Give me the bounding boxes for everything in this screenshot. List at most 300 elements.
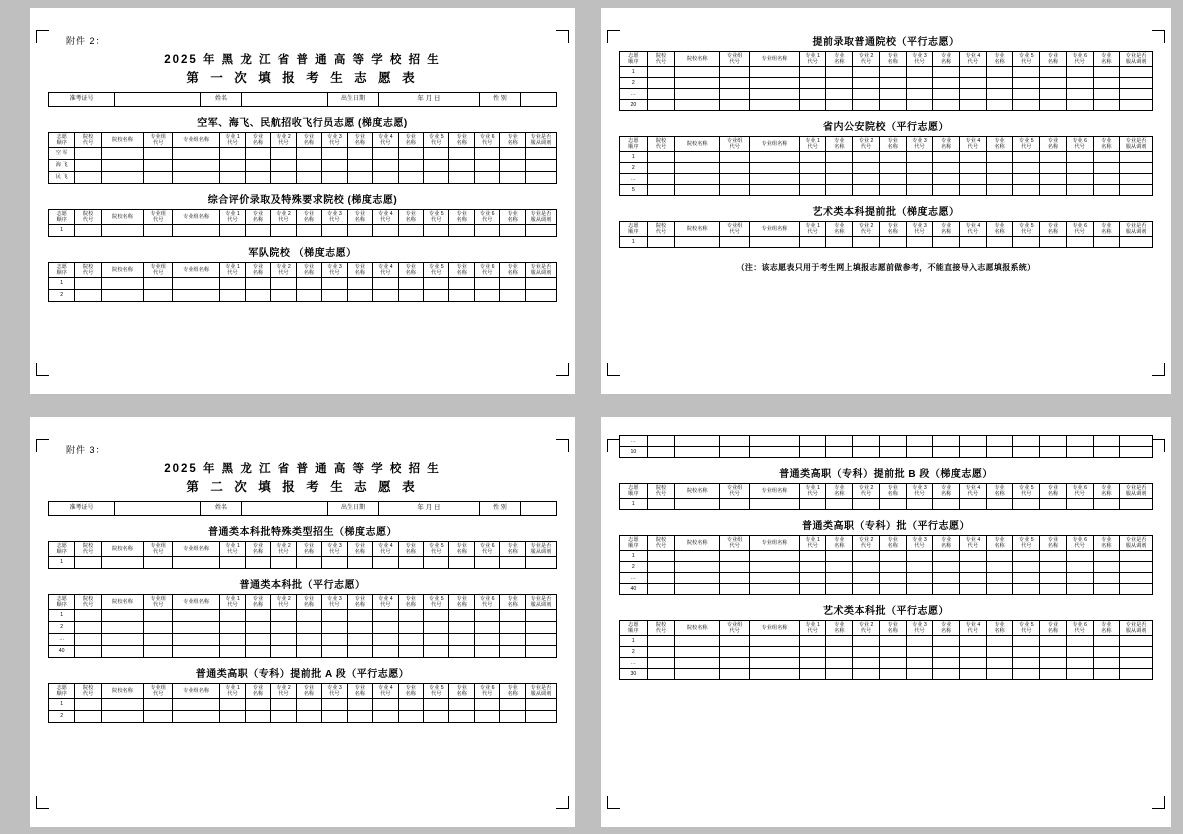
row-input-cell[interactable] [675,174,720,185]
row-input-cell[interactable] [322,160,347,172]
row-input-cell[interactable] [879,647,906,658]
row-input-cell[interactable] [720,562,750,573]
row-input-cell[interactable] [933,584,960,595]
row-input-cell[interactable] [853,436,880,447]
row-input-cell[interactable] [245,610,270,622]
row-input-cell[interactable] [675,499,720,510]
row-input-cell[interactable] [1066,89,1093,100]
row-input-cell[interactable] [500,634,525,646]
row-input-cell[interactable] [986,562,1013,573]
row-input-cell[interactable] [960,163,987,174]
row-input-cell[interactable] [647,499,675,510]
row-input-cell[interactable] [322,278,347,290]
row-input-cell[interactable] [75,290,101,302]
row-input-cell[interactable] [720,499,750,510]
row-input-cell[interactable] [750,436,800,447]
row-input-cell[interactable] [144,557,173,569]
row-input-cell[interactable] [449,610,474,622]
row-input-cell[interactable] [750,636,800,647]
row-input-cell[interactable] [101,711,144,723]
row-input-cell[interactable] [750,447,800,458]
row-input-cell[interactable] [879,67,906,78]
row-input-cell[interactable] [675,647,720,658]
row-input-cell[interactable] [799,237,826,248]
row-input-cell[interactable] [525,290,556,302]
row-input-cell[interactable] [449,172,474,184]
row-input-cell[interactable] [879,436,906,447]
row-input-cell[interactable] [347,646,372,658]
row-input-cell[interactable] [675,562,720,573]
row-input-cell[interactable] [398,622,423,634]
row-input-cell[interactable] [1066,499,1093,510]
row-input-cell[interactable] [398,225,423,237]
row-input-cell[interactable] [474,172,499,184]
row-input-cell[interactable] [960,447,987,458]
row-input-cell[interactable] [500,172,525,184]
row-input-cell[interactable] [1120,658,1153,669]
row-input-cell[interactable] [720,669,750,680]
row-input-cell[interactable] [799,447,826,458]
row-input-cell[interactable] [647,237,675,248]
birth-value[interactable]: 年 月 日 [378,502,479,516]
row-input-cell[interactable] [424,622,449,634]
row-input-cell[interactable] [271,557,296,569]
row-input-cell[interactable] [675,185,720,196]
row-input-cell[interactable] [322,148,347,160]
row-input-cell[interactable] [322,172,347,184]
row-input-cell[interactable] [424,711,449,723]
row-input-cell[interactable] [960,584,987,595]
row-input-cell[interactable] [347,634,372,646]
exam-no-value[interactable] [115,93,201,107]
row-input-cell[interactable] [525,699,556,711]
row-input-cell[interactable] [1093,658,1120,669]
row-input-cell[interactable] [986,551,1013,562]
row-input-cell[interactable] [245,278,270,290]
row-input-cell[interactable] [675,658,720,669]
row-input-cell[interactable] [1093,551,1120,562]
row-input-cell[interactable] [853,78,880,89]
row-input-cell[interactable] [1013,647,1040,658]
row-input-cell[interactable] [144,646,173,658]
row-input-cell[interactable] [347,160,372,172]
row-input-cell[interactable] [1066,67,1093,78]
row-input-cell[interactable] [960,67,987,78]
row-input-cell[interactable] [933,174,960,185]
row-input-cell[interactable] [101,225,144,237]
row-input-cell[interactable] [220,278,245,290]
row-input-cell[interactable] [347,225,372,237]
row-input-cell[interactable] [500,278,525,290]
row-input-cell[interactable] [853,67,880,78]
row-input-cell[interactable] [675,669,720,680]
row-input-cell[interactable] [245,622,270,634]
row-input-cell[interactable] [296,634,321,646]
row-input-cell[interactable] [675,163,720,174]
row-input-cell[interactable] [347,557,372,569]
row-input-cell[interactable] [647,78,675,89]
row-input-cell[interactable] [296,711,321,723]
row-input-cell[interactable] [960,551,987,562]
row-input-cell[interactable] [75,610,101,622]
row-input-cell[interactable] [144,610,173,622]
row-input-cell[interactable] [853,237,880,248]
row-input-cell[interactable] [1013,436,1040,447]
row-input-cell[interactable] [424,646,449,658]
row-input-cell[interactable] [675,436,720,447]
row-input-cell[interactable] [398,290,423,302]
row-input-cell[interactable] [750,67,800,78]
row-input-cell[interactable] [500,557,525,569]
row-input-cell[interactable] [347,290,372,302]
row-input-cell[interactable] [799,669,826,680]
row-input-cell[interactable] [474,622,499,634]
row-input-cell[interactable] [853,636,880,647]
row-input-cell[interactable] [986,237,1013,248]
row-input-cell[interactable] [675,237,720,248]
row-input-cell[interactable] [500,160,525,172]
row-input-cell[interactable] [720,647,750,658]
row-input-cell[interactable] [220,711,245,723]
row-input-cell[interactable] [424,557,449,569]
row-input-cell[interactable] [647,100,675,111]
row-input-cell[interactable] [75,634,101,646]
row-input-cell[interactable] [449,699,474,711]
row-input-cell[interactable] [960,174,987,185]
row-input-cell[interactable] [750,584,800,595]
row-input-cell[interactable] [906,89,933,100]
row-input-cell[interactable] [826,499,853,510]
row-input-cell[interactable] [826,67,853,78]
row-input-cell[interactable] [906,78,933,89]
row-input-cell[interactable] [799,658,826,669]
row-input-cell[interactable] [675,573,720,584]
row-input-cell[interactable] [799,573,826,584]
row-input-cell[interactable] [322,557,347,569]
gender-value[interactable] [520,93,556,107]
row-input-cell[interactable] [347,172,372,184]
row-input-cell[interactable] [933,78,960,89]
row-input-cell[interactable] [1120,447,1153,458]
row-input-cell[interactable] [75,557,101,569]
row-input-cell[interactable] [879,573,906,584]
row-input-cell[interactable] [424,278,449,290]
row-input-cell[interactable] [853,174,880,185]
row-input-cell[interactable] [296,160,321,172]
row-input-cell[interactable] [720,78,750,89]
row-input-cell[interactable] [826,78,853,89]
row-input-cell[interactable] [1013,584,1040,595]
row-input-cell[interactable] [826,636,853,647]
row-input-cell[interactable] [220,290,245,302]
row-input-cell[interactable] [647,89,675,100]
row-input-cell[interactable] [424,148,449,160]
row-input-cell[interactable] [879,78,906,89]
row-input-cell[interactable] [675,636,720,647]
row-input-cell[interactable] [1066,185,1093,196]
row-input-cell[interactable] [296,172,321,184]
row-input-cell[interactable] [373,172,398,184]
row-input-cell[interactable] [75,278,101,290]
row-input-cell[interactable] [1040,647,1067,658]
row-input-cell[interactable] [245,225,270,237]
row-input-cell[interactable] [960,647,987,658]
row-input-cell[interactable] [1120,237,1153,248]
row-input-cell[interactable] [906,152,933,163]
row-input-cell[interactable] [220,646,245,658]
row-input-cell[interactable] [1093,174,1120,185]
row-input-cell[interactable] [647,174,675,185]
row-input-cell[interactable] [1120,573,1153,584]
row-input-cell[interactable] [1013,669,1040,680]
row-input-cell[interactable] [826,436,853,447]
row-input-cell[interactable] [647,152,675,163]
row-input-cell[interactable] [906,174,933,185]
row-input-cell[interactable] [173,646,220,658]
row-input-cell[interactable] [220,172,245,184]
row-input-cell[interactable] [1120,647,1153,658]
row-input-cell[interactable] [799,67,826,78]
row-input-cell[interactable] [933,152,960,163]
row-input-cell[interactable] [853,447,880,458]
row-input-cell[interactable] [1013,174,1040,185]
row-input-cell[interactable] [799,499,826,510]
row-input-cell[interactable] [398,160,423,172]
row-input-cell[interactable] [101,622,144,634]
row-input-cell[interactable] [879,636,906,647]
row-input-cell[interactable] [474,278,499,290]
row-input-cell[interactable] [879,447,906,458]
row-input-cell[interactable] [933,163,960,174]
row-input-cell[interactable] [879,669,906,680]
row-input-cell[interactable] [220,610,245,622]
row-input-cell[interactable] [986,658,1013,669]
row-input-cell[interactable] [424,699,449,711]
row-input-cell[interactable] [525,278,556,290]
row-input-cell[interactable] [647,584,675,595]
name-value[interactable] [241,93,327,107]
row-input-cell[interactable] [906,163,933,174]
row-input-cell[interactable] [101,172,144,184]
row-input-cell[interactable] [1040,67,1067,78]
row-input-cell[interactable] [271,160,296,172]
row-input-cell[interactable] [1040,499,1067,510]
row-input-cell[interactable] [799,174,826,185]
row-input-cell[interactable] [826,573,853,584]
row-input-cell[interactable] [986,67,1013,78]
row-input-cell[interactable] [1013,658,1040,669]
row-input-cell[interactable] [986,185,1013,196]
row-input-cell[interactable] [296,557,321,569]
row-input-cell[interactable] [1040,562,1067,573]
row-input-cell[interactable] [1093,100,1120,111]
row-input-cell[interactable] [75,225,101,237]
row-input-cell[interactable] [1066,647,1093,658]
row-input-cell[interactable] [1093,669,1120,680]
row-input-cell[interactable] [474,225,499,237]
row-input-cell[interactable] [144,622,173,634]
row-input-cell[interactable] [101,278,144,290]
row-input-cell[interactable] [296,278,321,290]
row-input-cell[interactable] [144,148,173,160]
row-input-cell[interactable] [1093,67,1120,78]
row-input-cell[interactable] [373,711,398,723]
row-input-cell[interactable] [500,225,525,237]
row-input-cell[interactable] [75,699,101,711]
row-input-cell[interactable] [173,160,220,172]
row-input-cell[interactable] [647,658,675,669]
row-input-cell[interactable] [750,163,800,174]
row-input-cell[interactable] [986,636,1013,647]
row-input-cell[interactable] [271,225,296,237]
row-input-cell[interactable] [799,152,826,163]
row-input-cell[interactable] [720,152,750,163]
row-input-cell[interactable] [245,699,270,711]
row-input-cell[interactable] [853,89,880,100]
row-input-cell[interactable] [271,290,296,302]
row-input-cell[interactable] [1040,100,1067,111]
row-input-cell[interactable] [1093,636,1120,647]
row-input-cell[interactable] [173,610,220,622]
row-input-cell[interactable] [144,290,173,302]
row-input-cell[interactable] [647,562,675,573]
row-input-cell[interactable] [720,174,750,185]
row-input-cell[interactable] [675,78,720,89]
row-input-cell[interactable] [373,290,398,302]
row-input-cell[interactable] [750,152,800,163]
row-input-cell[interactable] [1040,163,1067,174]
row-input-cell[interactable] [986,499,1013,510]
row-input-cell[interactable] [720,447,750,458]
name-value[interactable] [241,502,327,516]
row-input-cell[interactable] [322,699,347,711]
row-input-cell[interactable] [986,174,1013,185]
row-input-cell[interactable] [398,646,423,658]
row-input-cell[interactable] [1093,562,1120,573]
row-input-cell[interactable] [500,290,525,302]
row-input-cell[interactable] [101,160,144,172]
row-input-cell[interactable] [986,163,1013,174]
row-input-cell[interactable] [879,237,906,248]
row-input-cell[interactable] [750,185,800,196]
row-input-cell[interactable] [101,148,144,160]
row-input-cell[interactable] [1093,237,1120,248]
row-input-cell[interactable] [500,610,525,622]
row-input-cell[interactable] [500,148,525,160]
row-input-cell[interactable] [826,163,853,174]
row-input-cell[interactable] [720,163,750,174]
row-input-cell[interactable] [647,436,675,447]
row-input-cell[interactable] [101,646,144,658]
row-input-cell[interactable] [322,711,347,723]
row-input-cell[interactable] [1093,447,1120,458]
row-input-cell[interactable] [1013,499,1040,510]
row-input-cell[interactable] [173,622,220,634]
row-input-cell[interactable] [906,669,933,680]
gender-value[interactable] [520,502,556,516]
row-input-cell[interactable] [245,160,270,172]
row-input-cell[interactable] [347,622,372,634]
row-input-cell[interactable] [1120,185,1153,196]
row-input-cell[interactable] [75,646,101,658]
row-input-cell[interactable] [799,78,826,89]
row-input-cell[interactable] [1093,78,1120,89]
row-input-cell[interactable] [1013,67,1040,78]
row-input-cell[interactable] [1093,573,1120,584]
row-input-cell[interactable] [144,225,173,237]
row-input-cell[interactable] [826,100,853,111]
row-input-cell[interactable] [525,634,556,646]
row-input-cell[interactable] [525,610,556,622]
row-input-cell[interactable] [424,160,449,172]
row-input-cell[interactable] [750,100,800,111]
row-input-cell[interactable] [525,646,556,658]
row-input-cell[interactable] [271,622,296,634]
row-input-cell[interactable] [933,100,960,111]
row-input-cell[interactable] [322,610,347,622]
row-input-cell[interactable] [1093,499,1120,510]
row-input-cell[interactable] [647,636,675,647]
row-input-cell[interactable] [144,172,173,184]
row-input-cell[interactable] [906,647,933,658]
row-input-cell[interactable] [424,634,449,646]
row-input-cell[interactable] [1120,78,1153,89]
row-input-cell[interactable] [245,172,270,184]
row-input-cell[interactable] [1120,152,1153,163]
row-input-cell[interactable] [826,562,853,573]
row-input-cell[interactable] [853,185,880,196]
row-input-cell[interactable] [525,622,556,634]
row-input-cell[interactable] [173,557,220,569]
row-input-cell[interactable] [525,711,556,723]
row-input-cell[interactable] [933,499,960,510]
row-input-cell[interactable] [1120,89,1153,100]
row-input-cell[interactable] [933,67,960,78]
row-input-cell[interactable] [75,711,101,723]
row-input-cell[interactable] [826,658,853,669]
row-input-cell[interactable] [322,225,347,237]
row-input-cell[interactable] [799,89,826,100]
row-input-cell[interactable] [906,562,933,573]
row-input-cell[interactable] [853,669,880,680]
row-input-cell[interactable] [1093,89,1120,100]
row-input-cell[interactable] [271,646,296,658]
row-input-cell[interactable] [799,584,826,595]
row-input-cell[interactable] [799,551,826,562]
row-input-cell[interactable] [474,699,499,711]
row-input-cell[interactable] [647,67,675,78]
row-input-cell[interactable] [1120,100,1153,111]
row-input-cell[interactable] [879,562,906,573]
row-input-cell[interactable] [986,152,1013,163]
row-input-cell[interactable] [853,152,880,163]
row-input-cell[interactable] [799,562,826,573]
row-input-cell[interactable] [1013,163,1040,174]
row-input-cell[interactable] [220,622,245,634]
row-input-cell[interactable] [144,634,173,646]
row-input-cell[interactable] [1013,185,1040,196]
row-input-cell[interactable] [1120,669,1153,680]
row-input-cell[interactable] [373,622,398,634]
row-input-cell[interactable] [449,634,474,646]
row-input-cell[interactable] [960,658,987,669]
row-input-cell[interactable] [933,573,960,584]
row-input-cell[interactable] [245,711,270,723]
row-input-cell[interactable] [144,711,173,723]
row-input-cell[interactable] [1040,174,1067,185]
row-input-cell[interactable] [398,699,423,711]
row-input-cell[interactable] [960,152,987,163]
